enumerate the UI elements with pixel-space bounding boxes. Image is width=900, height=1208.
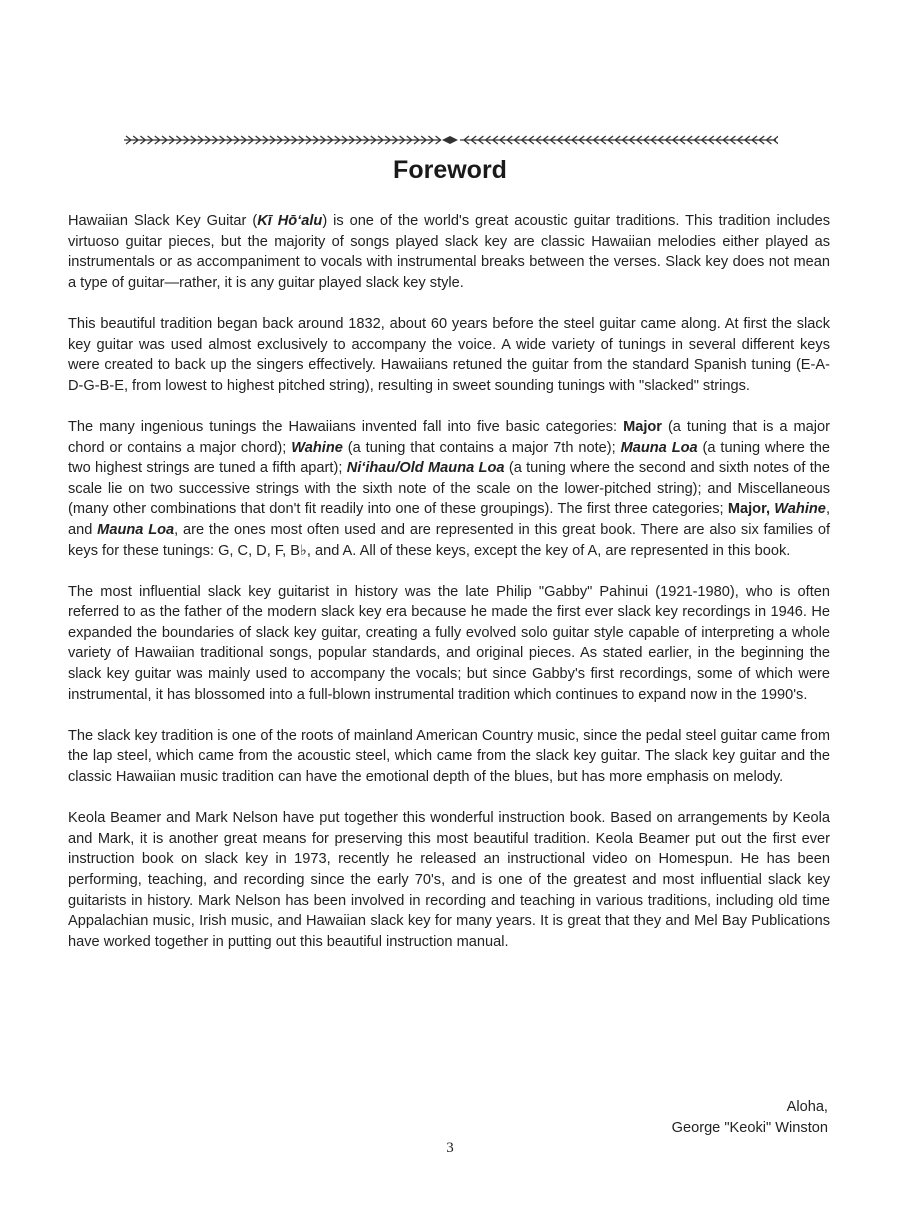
page-number: 3 — [446, 1140, 454, 1156]
author-name: George "Keoki" Winston — [671, 1120, 828, 1136]
text-run: Mauna Loa — [620, 439, 698, 456]
text-run: Hawaiian Slack Key Guitar ( — [68, 213, 258, 229]
text-run: Mauna Loa — [97, 521, 175, 538]
text-run: Ni‘ihau/Old Mauna Loa — [346, 460, 505, 477]
text-run: Keola Beamer and Mark Nelson have put together this wonderful instruction book. Based on arrangements by Keola and Mark, it is another great means for preserving this most beautiful tradition. Keola Beamer put out the first ever instruction book on slack key in 1973, recently he released an instructional video on Homespun. He has been performing, teaching, and recording since the early 70's, and is one of the greatest and most influential slack key guitarists in history. Mark Nelson has been involved in recording and teaching in various traditions, including old time Appalachian music, Irish music, and Hawaiian slack key for many years. It is great that they and Mel Bay Publications have worked together in putting out this beautiful instruction manual. — [68, 810, 830, 950]
paragraph — [68, 808, 830, 952]
paragraph — [68, 417, 830, 561]
text-run: The slack key tradition is one of the roots of mainland American Country music, since the pedal steel guitar came from the lap steel, which came from the acoustic steel, which came from the slack key guitar. The slack key guitar and the classic Hawaiian music tradition can have the emotional depth of the blues, but has more emphasis on melody. — [68, 727, 830, 786]
paragraph — [68, 726, 830, 788]
text-run: (a tuning that contains a major 7th note); — [342, 439, 621, 456]
page-title: Foreword — [393, 156, 507, 184]
text-run: The most influential slack key guitarist in history was the late Philip "Gabby" Pahinui (1921-1980), who is often referred to as the father of the modern slack key era because he made the first ever slack key recordings in 1946. He expanded the boundaries of slack key guitar, creating a fully evolved solo guitar style capable of interpreting a whole variety of Hawaiian traditional songs, popular standards, and original pieces. As stated earlier, in the beginning the slack key guitar was mainly used to accompany the vocals; but since Gabby's first recordings, some of which were instrumental, it has blossomed into a full-blown instrumental tradition which continues to expand now in the 1990's. — [68, 583, 830, 703]
text-run: (a tuning where the second and sixth notes of the scale lie on two successive strings with the sixth note of the scale on the lower-pitched string); and Miscellaneous (many other combinations that don't fit readily into one of these groupings). The first three categories; — [68, 460, 830, 518]
text-run: , are the ones most often used and are represented in this great book. There are also six families of keys for these tunings: G, C, D, F, B♭, and A. All of these keys, except the key of A, are represented in this book. — [68, 521, 831, 559]
chevron-border-ornament-icon — [122, 131, 778, 149]
paragraph — [68, 582, 830, 706]
text-run: Major, — [727, 501, 775, 518]
paragraph — [68, 211, 830, 293]
text-run: (a tuning that is a major chord or contains a major chord); — [68, 418, 830, 456]
text-run: (a tuning where the two highest strings are tuned a fifth apart); — [68, 439, 830, 477]
text-run: Wahine — [291, 439, 343, 456]
text-run: , and — [68, 501, 830, 538]
text-run: Major — [623, 418, 662, 435]
text-run: ) is one of the world's great acoustic guitar traditions. This tradition includes virtuoso guitar pieces, but the majority of songs played slack key are classic Hawaiian melodies either played as instrumentals or as accompaniment to vocals with instrumental breaks between the verses. Slack key does not mean a type of guitar—rather, it is any guitar played slack key style. — [68, 213, 830, 291]
closing-text: Aloha, — [786, 1099, 828, 1115]
text-run: Kī Hō‘alu — [257, 213, 323, 229]
paragraph — [68, 314, 830, 396]
text-run: The many ingenious tunings the Hawaiians invented fall into five basic categories: — [68, 418, 624, 435]
signoff — [672, 1097, 828, 1139]
text-run: This beautiful tradition began back around 1832, about 60 years before the steel guitar came along. At first the slack key guitar was used almost exclusively to accompany the voice. A wide variety of tunings in several different keys were created to back up the singers effectively. Hawaiians retuned the guitar from the standard Spanish tuning (E-A-D-G-B-E, from lowest to highest pitched string), resulting in sweet sounding tunings with "slacked" strings. — [68, 315, 830, 394]
foreword-body — [68, 211, 830, 952]
text-run: Wahine — [774, 501, 826, 518]
